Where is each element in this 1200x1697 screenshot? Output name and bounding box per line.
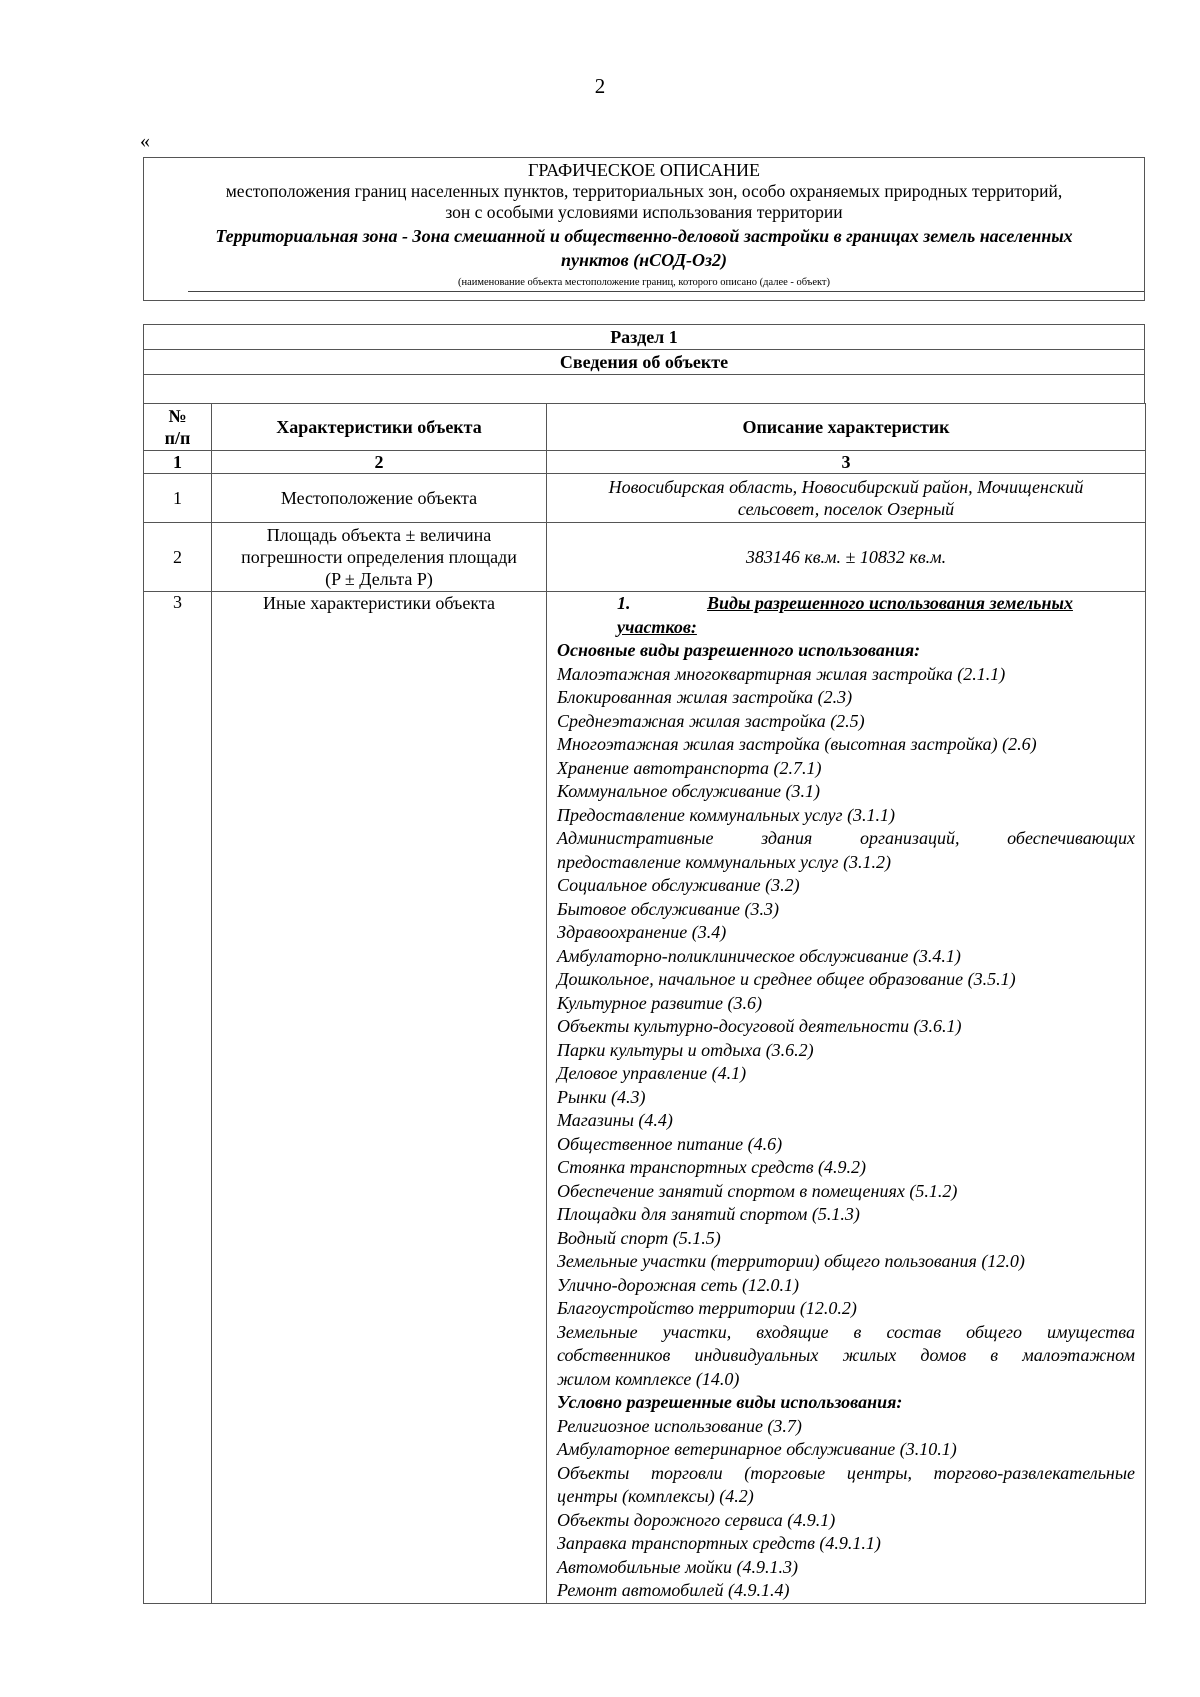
list-item: центры (комплексы) (4.2)	[557, 1486, 754, 1506]
list-item: Деловое управление (4.1)	[557, 1063, 747, 1083]
table-row	[144, 523, 1146, 592]
list-item: Магазины (4.4)	[557, 1110, 673, 1130]
header-number-line2: п/п	[164, 428, 191, 448]
list-item: Парки культуры и отдыха (3.6.2)	[557, 1039, 814, 1060]
area-name-line2: погрешности определения площади	[241, 547, 517, 567]
header-subtitle-line2: зон с особыми условиями использования территории	[445, 202, 843, 222]
row-name	[212, 523, 547, 592]
list-item: Амбулаторное ветеринарное обслуживание (3.10.1)	[557, 1439, 957, 1459]
list-item: Религиозное использование (3.7)	[557, 1415, 802, 1436]
table-row	[144, 474, 1146, 523]
list-item: Общественное питание (4.6)	[557, 1133, 783, 1154]
list-item: Социальное обслуживание (3.2)	[557, 875, 800, 895]
open-quote: «	[140, 130, 150, 152]
location-line2: сельсовет, поселок Озерный	[737, 499, 955, 519]
blank-row	[143, 374, 1145, 404]
header-rule	[188, 291, 1144, 292]
section-title: Сведения об объекте	[143, 349, 1145, 375]
header-title: ГРАФИЧЕСКОЕ ОПИСАНИЕ	[527, 160, 761, 180]
header-characteristics: Характеристики объекта	[212, 404, 547, 451]
zone-name-line1: Территориальная зона - Зона смешанной и общественно-деловой застройки в границах земель населенных	[215, 226, 1073, 246]
zone-name-line2: пунктов (нСОД-Оз2)	[560, 250, 728, 270]
list-item: Ремонт автомобилей (4.9.1.4)	[557, 1580, 790, 1600]
list-item: предоставление коммунальных услуг (3.1.2)	[557, 851, 892, 872]
list-item: Малоэтажная многоквартирная жилая застройка (2.1.1)	[557, 663, 1006, 684]
header-caption: (наименование объекта местоположение границ, которого описано (далее - объект)	[457, 277, 831, 288]
index-cell: 1	[144, 451, 212, 474]
list-item: Коммунальное обслуживание (3.1)	[557, 781, 820, 801]
list-item: Бытовое обслуживание (3.3)	[557, 898, 779, 919]
list-item: Блокированная жилая застройка (2.3)	[557, 687, 853, 707]
table-row	[144, 592, 1146, 1604]
permitted-uses	[547, 592, 1146, 1604]
list-item: жилом комплексе (14.0)	[557, 1368, 740, 1389]
area-name-line1: Площадь объекта ± величина	[266, 525, 492, 545]
row-number: 2	[144, 523, 212, 592]
list-item: Благоустройство территории (12.0.2)	[557, 1298, 857, 1318]
table-index-row	[144, 451, 1146, 474]
row-number: 3	[144, 592, 212, 1604]
list-item: Улично-дорожная сеть (12.0.1)	[557, 1274, 799, 1295]
row-name: Иные характеристики объекта	[212, 592, 547, 1604]
list-item: Автомобильные мойки (4.9.1.3)	[557, 1556, 798, 1577]
list-item: Объекты культурно-досуговой деятельности (3.6.1)	[557, 1016, 962, 1036]
list-item: Заправка транспортных средств (4.9.1.1)	[557, 1533, 881, 1553]
list-item: Объекты дорожного сервиса (4.9.1)	[557, 1509, 836, 1530]
list-item: Стоянка транспортных средств (4.9.2)	[557, 1157, 867, 1177]
main-uses-title: Основные виды разрешенного использования:	[557, 640, 921, 660]
row-number: 1	[144, 474, 212, 523]
header-description: Описание характеристик	[547, 404, 1146, 451]
list-item: Амбулаторно-поликлиническое обслуживание (3.4.1)	[557, 945, 961, 966]
index-cell: 2	[212, 451, 547, 474]
list-item: Земельные участки, входящие в состав общего имущества	[557, 1321, 1135, 1342]
row-name: Местоположение объекта	[212, 474, 547, 523]
uses-heading-number: 1.	[617, 593, 631, 613]
list-item: Водный спорт (5.1.5)	[557, 1227, 721, 1248]
list-item: Дошкольное, начальное и среднее общее образование (3.5.1)	[557, 969, 1016, 989]
header-number-line1: №	[168, 406, 187, 426]
table-header-row	[144, 404, 1146, 451]
list-item: Рынки (4.3)	[557, 1086, 646, 1107]
list-item: Площадки для занятий спортом (5.1.3)	[557, 1204, 860, 1224]
list-item: Культурное развитие (3.6)	[557, 992, 763, 1013]
section-label: Раздел 1	[143, 324, 1145, 350]
list-item: Предоставление коммунальных услуг (3.1.1)	[557, 804, 896, 825]
list-item: Хранение автотранспорта (2.7.1)	[557, 757, 822, 778]
area-name-line3: (P ± Дельта P)	[325, 569, 433, 589]
location-line1: Новосибирская область, Новосибирский район, Мочищенский	[608, 477, 1084, 497]
list-item: Многоэтажная жилая застройка (высотная застройка) (2.6)	[557, 734, 1037, 754]
list-item: Административные здания организаций, обеспечивающих	[557, 828, 1135, 848]
list-item: Обеспечение занятий спортом в помещениях (5.1.2)	[557, 1180, 958, 1201]
list-item: собственников индивидуальных жилых домов в малоэтажном	[557, 1345, 1135, 1365]
header-subtitle-line1: местоположения границ населенных пунктов, территориальных зон, особо охраняемых природных территорий,	[225, 181, 1063, 201]
list-item: Здравоохранение (3.4)	[557, 922, 727, 942]
uses-heading-cont: участков:	[617, 616, 697, 637]
row-value: 383146 кв.м. ± 10832 кв.м.	[547, 523, 1146, 592]
index-cell: 3	[547, 451, 1146, 474]
list-item: Земельные участки (территории) общего пользования (12.0)	[557, 1251, 1025, 1271]
document-header	[143, 157, 1145, 301]
list-item: Среднеэтажная жилая застройка (2.5)	[557, 710, 865, 731]
uses-heading	[557, 592, 1135, 616]
object-info-table	[143, 403, 1146, 1604]
row-value	[547, 474, 1146, 523]
page-number: 2	[594, 74, 606, 98]
conditional-uses-title: Условно разрешенные виды использования:	[557, 1392, 903, 1412]
list-item: Объекты торговли (торговые центры, торгово-развлекательные	[557, 1462, 1135, 1483]
header-number	[144, 404, 212, 451]
uses-heading-line1: Виды разрешенного использования земельных	[707, 593, 1073, 613]
